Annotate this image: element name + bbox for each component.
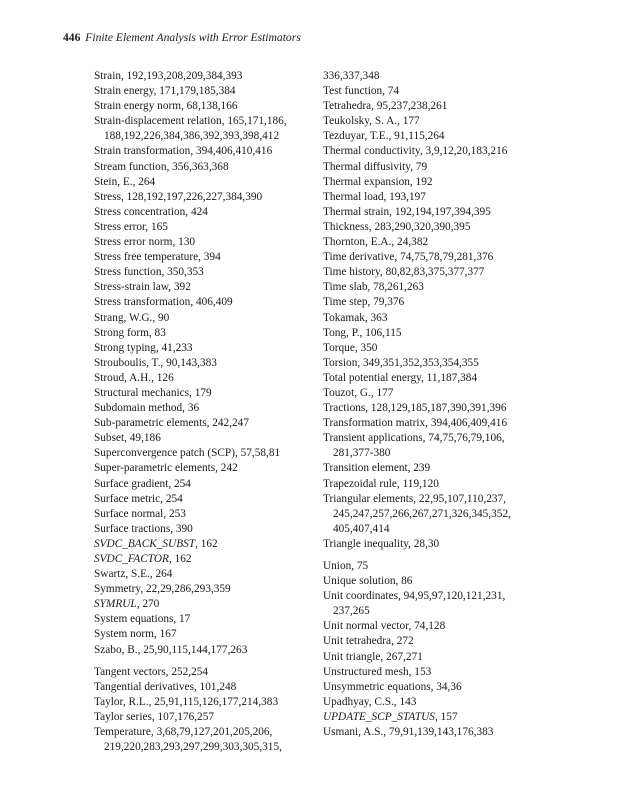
index-entry-line: 237,265 xyxy=(333,605,370,618)
index-entry xyxy=(94,680,306,695)
index-entry-line: Stress error norm, 130 xyxy=(94,236,196,249)
index-column-right xyxy=(323,69,537,740)
index-entry xyxy=(94,235,306,250)
index-entry-continuation xyxy=(323,69,537,84)
index-entry xyxy=(94,507,306,522)
index-entry xyxy=(94,537,306,552)
index-entry-line: Torsion, 349,351,352,353,354,355 xyxy=(323,356,479,369)
index-entry-line: Time derivative, 74,75,78,79,281,376 xyxy=(323,251,494,264)
index-entry xyxy=(323,129,537,144)
index-entry xyxy=(94,710,306,725)
index-entry xyxy=(323,356,537,371)
index-term: SVDC_FACTOR xyxy=(94,553,169,565)
index-entry xyxy=(94,446,306,461)
index-entry-line: 405,407,414 xyxy=(333,522,390,535)
index-entry xyxy=(94,280,306,295)
index-entry-line: Taylor series, 107,176,257 xyxy=(94,710,215,723)
index-entry-line: 281,377-380 xyxy=(333,447,391,460)
index-entry xyxy=(323,280,537,295)
index-entry-line: Tetrahedra, 95,237,238,261 xyxy=(323,100,448,113)
index-entry xyxy=(94,416,306,431)
index-entry xyxy=(323,634,537,649)
index-entry xyxy=(94,627,306,642)
index-entry xyxy=(94,175,306,190)
index-entry xyxy=(323,220,537,235)
index-entry-line: Strain, 192,193,208,209,384,393 xyxy=(94,70,243,82)
index-entry xyxy=(323,341,537,356)
running-header xyxy=(63,31,301,44)
index-entry xyxy=(323,725,537,740)
index-entry-line: System equations, 17 xyxy=(94,613,191,626)
index-entry-line: 336,337,348 xyxy=(323,70,380,82)
index-entry-line: Usmani, A.S., 79,91,139,143,176,383 xyxy=(323,726,494,739)
index-entry-line: System norm, 167 xyxy=(94,628,177,641)
index-entry xyxy=(323,114,537,129)
index-entry-line: Stress transformation, 406,409 xyxy=(94,296,233,309)
index-entry xyxy=(323,235,537,250)
index-entry xyxy=(94,665,306,680)
index-entry-line: Taylor, R.L., 25,91,115,126,177,214,383 xyxy=(94,695,279,708)
index-entry-line: Stream function, 356,363,368 xyxy=(94,160,229,173)
index-entry-line: Surface normal, 253 xyxy=(94,507,186,520)
index-entry-line: Super-parametric elements, 242 xyxy=(94,462,238,475)
index-entry xyxy=(323,326,537,341)
index-entry xyxy=(94,265,306,280)
index-entry xyxy=(94,356,306,371)
index-entry-line: Thornton, E.A., 24,382 xyxy=(323,236,429,249)
index-entry-line: Strouboulis, T., 90,143,383 xyxy=(94,356,217,369)
index-entry-line: Strong form, 83 xyxy=(94,326,166,339)
index-entry-line: Tong, P., 106,115 xyxy=(323,326,402,339)
index-entry xyxy=(94,311,306,326)
index-entry-line: Temperature, 3,68,79,127,201,205,206, xyxy=(94,726,273,739)
index-entry xyxy=(94,144,306,159)
index-entry-line: Time step, 79,376 xyxy=(323,296,405,309)
index-entry xyxy=(94,725,306,755)
index-entry-line: Strong typing, 41,233 xyxy=(94,341,193,354)
index-entry xyxy=(323,680,537,695)
index-entry-line: Thermal strain, 192,194,197,394,395 xyxy=(323,205,491,218)
index-entry-line: Test function, 74 xyxy=(323,85,400,98)
index-entry-line: Stress function, 350,353 xyxy=(94,266,204,279)
index-entry xyxy=(323,250,537,265)
index-entry-line: Stress, 128,192,197,226,227,384,390 xyxy=(94,190,263,203)
index-entry-line: Superconvergence patch (SCP), 57,58,81 xyxy=(94,447,281,460)
index-entry xyxy=(323,175,537,190)
index-entry-line: Thermal expansion, 192 xyxy=(323,175,433,188)
index-entry xyxy=(323,574,537,589)
index-entry xyxy=(323,537,537,552)
index-entry-line: Thermal diffusivity, 79 xyxy=(323,160,428,173)
index-entry-line: Transient applications, 74,75,76,79,106, xyxy=(323,432,505,445)
index-entry-line: Triangular elements, 22,95,107,110,237, xyxy=(323,492,507,505)
index-entry xyxy=(94,461,306,476)
index-entry-line: Subdomain method, 36 xyxy=(94,402,200,415)
index-entry-line: Tezduyar, T.E., 91,115,264 xyxy=(323,130,445,143)
index-entry xyxy=(94,205,306,220)
index-entry-line: Stress error, 165 xyxy=(94,220,168,233)
page-number: 446 xyxy=(63,31,81,44)
index-entry xyxy=(94,114,306,144)
index-term: UPDATE_SCP_STATUS xyxy=(323,710,435,723)
index-entry xyxy=(323,589,537,619)
index-entry xyxy=(94,612,306,627)
index-entry-line: Structural mechanics, 179 xyxy=(94,386,212,399)
index-entry xyxy=(94,582,306,597)
index-entry xyxy=(323,477,537,492)
index-entry xyxy=(323,492,537,537)
index-entry xyxy=(94,597,306,612)
index-entry-line: Transition element, 239 xyxy=(323,462,431,475)
index-entry-line: Stein, E., 264 xyxy=(94,175,156,188)
index-entry-line: Tangent vectors, 252,254 xyxy=(94,665,209,678)
index-entry xyxy=(94,492,306,507)
index-entry-line: Symmetry, 22,29,286,293,359 xyxy=(94,583,231,596)
index-entry xyxy=(323,619,537,634)
index-entry xyxy=(94,552,306,567)
index-entry-line: 219,220,283,293,297,299,303,305,315, xyxy=(104,741,282,754)
index-entry xyxy=(94,695,306,710)
index-entry-line: Unit coordinates, 94,95,97,120,121,231, xyxy=(323,590,506,603)
index-entry xyxy=(323,650,537,665)
index-entry-line: Surface metric, 254 xyxy=(94,492,183,505)
index-pages: , 162 xyxy=(195,537,218,550)
index-entry xyxy=(323,311,537,326)
index-entry xyxy=(94,190,306,205)
index-entry-line: Surface tractions, 390 xyxy=(94,522,193,535)
index-entry xyxy=(94,371,306,386)
index-entry-line: 188,192,226,384,386,392,393,398,412 xyxy=(104,130,280,143)
index-entry xyxy=(94,341,306,356)
index-entry xyxy=(323,205,537,220)
index-entry-line: Union, 75 xyxy=(323,560,369,572)
index-entry xyxy=(323,695,537,710)
index-term: SYMRUL xyxy=(94,598,137,611)
index-entry xyxy=(94,220,306,235)
index-entry xyxy=(323,190,537,205)
index-entry-line: Unstructured mesh, 153 xyxy=(323,665,432,678)
index-entry-line: Total potential energy, 11,187,384 xyxy=(323,371,478,384)
index-entry-line: Unique solution, 86 xyxy=(323,575,413,588)
index-entry-line: Stress concentration, 424 xyxy=(94,205,208,218)
index-entry-line: Strain transformation, 394,406,410,416 xyxy=(94,145,273,158)
index-entry xyxy=(323,160,537,175)
index-entry-line: Stress free temperature, 394 xyxy=(94,251,221,264)
index-entry xyxy=(323,431,537,461)
index-entry-line: Triangle inequality, 28,30 xyxy=(323,537,440,550)
index-entry xyxy=(94,477,306,492)
index-entry xyxy=(94,522,306,537)
index-entry-line: Stroud, A.H., 126 xyxy=(94,371,174,384)
index-entry-line: Strain-displacement relation, 165,171,186, xyxy=(94,115,287,128)
index-entry-line: Transformation matrix, 394,406,409,416 xyxy=(323,417,508,430)
index-entry xyxy=(323,371,537,386)
index-entry xyxy=(94,567,306,582)
index-entry xyxy=(94,250,306,265)
index-entry xyxy=(323,265,537,280)
index-term: SVDC_BACK_SUBST xyxy=(94,537,196,550)
index-entry-line: Touzot, G., 177 xyxy=(323,386,394,399)
index-entry-line: Tractions, 128,129,185,187,390,391,396 xyxy=(323,402,507,415)
index-entry-line: Tangential derivatives, 101,248 xyxy=(94,680,237,693)
index-entry xyxy=(94,401,306,416)
index-entry-line: Sub-parametric elements, 242,247 xyxy=(94,417,249,430)
index-entry-line: Subset, 49,186 xyxy=(94,432,161,445)
index-pages: , 270 xyxy=(136,598,160,611)
index-entry xyxy=(323,559,537,574)
index-entry-line: Unit tetrahedra, 272 xyxy=(323,635,414,648)
index-entry-line: Trapezoidal rule, 119,120 xyxy=(323,477,439,490)
index-entry-line: Thermal conductivity, 3,9,12,20,183,216 xyxy=(323,145,508,158)
index-entry-line: Stress-strain law, 392 xyxy=(94,281,191,294)
index-entry-line: Surface gradient, 254 xyxy=(94,477,191,490)
index-entry xyxy=(323,710,537,725)
index-entry-line: Strain energy, 171,179,185,384 xyxy=(94,85,236,98)
index-entry xyxy=(94,431,306,446)
index-pages: , 162 xyxy=(168,553,192,565)
index-entry-line: Unit triangle, 267,271 xyxy=(323,650,423,663)
index-column-left xyxy=(94,69,306,755)
index-entry xyxy=(323,401,537,416)
index-entry xyxy=(94,99,306,114)
index-entry-line: Tokamak, 363 xyxy=(323,311,388,324)
index-entry-line: Torque, 350 xyxy=(323,341,378,354)
index-entry xyxy=(323,84,537,99)
index-entry-line: Time slab, 78,261,263 xyxy=(323,281,424,294)
index-entry xyxy=(323,386,537,401)
index-entry xyxy=(94,84,306,99)
index-entry-line: Unsymmetric equations, 34,36 xyxy=(323,680,462,693)
index-entry xyxy=(94,326,306,341)
index-entry-line: Strang, W.G., 90 xyxy=(94,311,170,324)
index-entry xyxy=(94,643,306,658)
index-entry-line: Thermal load, 193,197 xyxy=(323,190,426,203)
index-entry xyxy=(323,144,537,159)
index-entry-line: Szabo, B., 25,90,115,144,177,263 xyxy=(94,643,248,656)
index-entry xyxy=(94,69,306,84)
book-title: Finite Element Analysis with Error Estimators xyxy=(85,31,301,44)
index-entry xyxy=(323,416,537,431)
index-entry-line: Teukolsky, S. A., 177 xyxy=(323,115,420,128)
index-pages: , 157 xyxy=(434,710,458,723)
index-entry xyxy=(323,99,537,114)
index-entry-line: 245,247,257,266,267,271,326,345,352, xyxy=(333,507,511,520)
index-entry xyxy=(94,386,306,401)
index-entry-line: Unit normal vector, 74,128 xyxy=(323,620,446,633)
index-entry-line: Upadhyay, C.S., 143 xyxy=(323,695,417,708)
index-entry xyxy=(94,160,306,175)
index-entry-line: Swartz, S.E., 264 xyxy=(94,568,173,581)
index-entry xyxy=(323,295,537,310)
index-entry xyxy=(323,461,537,476)
index-entry-line: Thickness, 283,290,320,390,395 xyxy=(323,220,471,233)
index-entry-line: Strain energy norm, 68,138,166 xyxy=(94,100,238,113)
index-entry-line: Time history, 80,82,83,375,377,377 xyxy=(323,266,485,279)
index-entry xyxy=(323,665,537,680)
index-entry xyxy=(94,295,306,310)
